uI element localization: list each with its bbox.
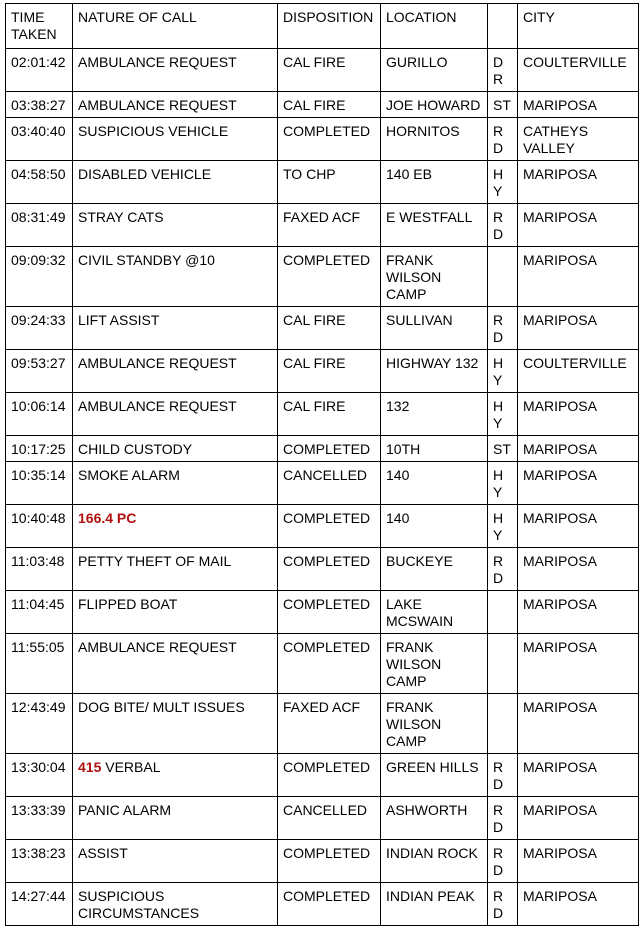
nature-text: AMBULANCE REQUEST <box>78 54 237 70</box>
header-row <box>6 4 639 49</box>
cell-suffix: RD <box>488 118 518 161</box>
cell-city: MARIPOSA <box>518 307 639 350</box>
cell-suffix: RD <box>488 883 518 926</box>
cell-nature <box>73 462 278 505</box>
cell-city: MARIPOSA <box>518 883 639 926</box>
cell-city: MARIPOSA <box>518 548 639 591</box>
nature-text: STRAY CATS <box>78 209 164 225</box>
cell-disposition: TO CHP <box>278 161 381 204</box>
table-row <box>6 840 639 883</box>
cell-city: MARIPOSA <box>518 840 639 883</box>
cell-time: 09:24:33 <box>6 307 73 350</box>
cell-time: 11:55:05 <box>6 634 73 694</box>
cell-disposition: FAXED ACF <box>278 204 381 247</box>
cell-location: SULLIVAN <box>381 307 488 350</box>
cell-suffix: RD <box>488 307 518 350</box>
cell-suffix: RD <box>488 754 518 797</box>
cell-time: 10:40:48 <box>6 505 73 548</box>
cell-disposition: CAL FIRE <box>278 307 381 350</box>
cell-time: 13:33:39 <box>6 797 73 840</box>
cell-nature <box>73 505 278 548</box>
table-row <box>6 350 639 393</box>
cell-nature <box>73 307 278 350</box>
nature-text: PETTY THEFT OF MAIL <box>78 553 232 569</box>
nature-text: FLIPPED BOAT <box>78 596 178 612</box>
cell-time: 10:17:25 <box>6 436 73 462</box>
cell-nature <box>73 393 278 436</box>
cell-suffix <box>488 591 518 634</box>
header-location: LOCATION <box>381 4 488 49</box>
cell-time: 12:43:49 <box>6 694 73 754</box>
nature-text: AMBULANCE REQUEST <box>78 398 237 414</box>
nature-text: AMBULANCE REQUEST <box>78 639 237 655</box>
cell-nature <box>73 840 278 883</box>
cell-location: GREEN HILLS <box>381 754 488 797</box>
cell-nature <box>73 161 278 204</box>
cell-disposition: COMPLETED <box>278 436 381 462</box>
cell-city: MARIPOSA <box>518 247 639 307</box>
cell-nature <box>73 204 278 247</box>
cell-disposition: CAL FIRE <box>278 92 381 118</box>
cell-disposition: COMPLETED <box>278 754 381 797</box>
cell-location: GURILLO <box>381 49 488 92</box>
call-log-container <box>5 3 639 926</box>
cell-time: 11:03:48 <box>6 548 73 591</box>
table-row <box>6 591 639 634</box>
cell-nature <box>73 754 278 797</box>
cell-suffix: HY <box>488 350 518 393</box>
cell-suffix: HY <box>488 505 518 548</box>
cell-city: MARIPOSA <box>518 462 639 505</box>
cell-nature <box>73 49 278 92</box>
cell-location: E WESTFALL <box>381 204 488 247</box>
cell-location: LAKE MCSWAIN <box>381 591 488 634</box>
penal-code: 415 <box>78 759 102 775</box>
cell-city: MARIPOSA <box>518 591 639 634</box>
cell-nature <box>73 118 278 161</box>
cell-suffix: ST <box>488 436 518 462</box>
cell-time: 10:06:14 <box>6 393 73 436</box>
cell-location: 140 <box>381 505 488 548</box>
header-disposition: DISPOSITION <box>278 4 381 49</box>
nature-text: CHILD CUSTODY <box>78 441 193 457</box>
nature-text: AMBULANCE REQUEST <box>78 355 237 371</box>
table-row <box>6 634 639 694</box>
call-log-table <box>5 3 639 926</box>
cell-time: 03:40:40 <box>6 118 73 161</box>
cell-suffix: HY <box>488 161 518 204</box>
cell-disposition: CANCELLED <box>278 797 381 840</box>
table-row <box>6 393 639 436</box>
cell-location: INDIAN ROCK <box>381 840 488 883</box>
cell-location: 140 EB <box>381 161 488 204</box>
cell-city: MARIPOSA <box>518 204 639 247</box>
cell-city: MARIPOSA <box>518 634 639 694</box>
cell-time: 03:38:27 <box>6 92 73 118</box>
nature-text: CIVIL STANDBY @10 <box>78 252 215 268</box>
cell-city: CATHEYS VALLEY <box>518 118 639 161</box>
table-row <box>6 505 639 548</box>
cell-nature <box>73 883 278 926</box>
cell-time: 02:01:42 <box>6 49 73 92</box>
cell-disposition: FAXED ACF <box>278 694 381 754</box>
cell-disposition: COMPLETED <box>278 591 381 634</box>
cell-nature <box>73 350 278 393</box>
cell-location: BUCKEYE <box>381 548 488 591</box>
cell-suffix: DR <box>488 49 518 92</box>
cell-nature <box>73 548 278 591</box>
table-row <box>6 436 639 462</box>
cell-suffix <box>488 634 518 694</box>
cell-suffix <box>488 247 518 307</box>
table-row <box>6 883 639 926</box>
cell-time: 14:27:44 <box>6 883 73 926</box>
penal-code: 166.4 PC <box>78 510 137 526</box>
cell-disposition: CANCELLED <box>278 462 381 505</box>
cell-time: 08:31:49 <box>6 204 73 247</box>
table-row <box>6 49 639 92</box>
nature-text: DOG BITE/ MULT ISSUES <box>78 699 245 715</box>
cell-disposition: CAL FIRE <box>278 49 381 92</box>
header-time: TIME TAKEN <box>6 4 73 49</box>
cell-city: MARIPOSA <box>518 393 639 436</box>
cell-nature <box>73 436 278 462</box>
cell-location: HIGHWAY 132 <box>381 350 488 393</box>
table-row <box>6 161 639 204</box>
nature-text: SUSPICIOUS CIRCUMSTANCES <box>78 888 200 921</box>
cell-nature <box>73 591 278 634</box>
cell-suffix: RD <box>488 204 518 247</box>
cell-disposition: COMPLETED <box>278 634 381 694</box>
nature-text: SMOKE ALARM <box>78 467 180 483</box>
table-row <box>6 118 639 161</box>
cell-disposition: COMPLETED <box>278 118 381 161</box>
cell-suffix: ST <box>488 92 518 118</box>
header-nature: NATURE OF CALL <box>73 4 278 49</box>
cell-location: FRANK WILSON CAMP <box>381 694 488 754</box>
cell-nature <box>73 634 278 694</box>
table-row <box>6 797 639 840</box>
cell-suffix: HY <box>488 462 518 505</box>
cell-disposition: CAL FIRE <box>278 393 381 436</box>
cell-disposition: COMPLETED <box>278 840 381 883</box>
cell-nature <box>73 92 278 118</box>
cell-suffix: RD <box>488 548 518 591</box>
cell-time: 04:58:50 <box>6 161 73 204</box>
cell-city: COULTERVILLE <box>518 350 639 393</box>
cell-location: ASHWORTH <box>381 797 488 840</box>
table-row <box>6 754 639 797</box>
table-row <box>6 307 639 350</box>
header-city: CITY <box>518 4 639 49</box>
table-row <box>6 204 639 247</box>
cell-suffix: HY <box>488 393 518 436</box>
nature-text: VERBAL <box>101 759 161 775</box>
nature-text: ASSIST <box>78 845 128 861</box>
cell-suffix <box>488 694 518 754</box>
cell-city: MARIPOSA <box>518 694 639 754</box>
header-suffix <box>488 4 518 49</box>
nature-text: AMBULANCE REQUEST <box>78 97 237 113</box>
cell-disposition: CAL FIRE <box>278 350 381 393</box>
cell-time: 11:04:45 <box>6 591 73 634</box>
nature-text: SUSPICIOUS VEHICLE <box>78 123 229 139</box>
cell-city: MARIPOSA <box>518 754 639 797</box>
cell-location: INDIAN PEAK <box>381 883 488 926</box>
cell-disposition: COMPLETED <box>278 883 381 926</box>
cell-nature <box>73 797 278 840</box>
cell-time: 09:09:32 <box>6 247 73 307</box>
table-row <box>6 462 639 505</box>
cell-time: 13:38:23 <box>6 840 73 883</box>
cell-city: MARIPOSA <box>518 436 639 462</box>
cell-city: MARIPOSA <box>518 505 639 548</box>
cell-time: 10:35:14 <box>6 462 73 505</box>
cell-location: FRANK WILSON CAMP <box>381 634 488 694</box>
cell-city: COULTERVILLE <box>518 49 639 92</box>
table-row <box>6 247 639 307</box>
cell-location: FRANK WILSON CAMP <box>381 247 488 307</box>
cell-nature <box>73 247 278 307</box>
cell-disposition: COMPLETED <box>278 247 381 307</box>
nature-text: DISABLED VEHICLE <box>78 166 212 182</box>
cell-location: 132 <box>381 393 488 436</box>
table-row <box>6 694 639 754</box>
nature-text: LIFT ASSIST <box>78 312 160 328</box>
nature-text: PANIC ALARM <box>78 802 172 818</box>
cell-city: MARIPOSA <box>518 797 639 840</box>
cell-city: MARIPOSA <box>518 161 639 204</box>
cell-time: 09:53:27 <box>6 350 73 393</box>
cell-location: 140 <box>381 462 488 505</box>
cell-suffix: RD <box>488 797 518 840</box>
cell-city: MARIPOSA <box>518 92 639 118</box>
cell-nature <box>73 694 278 754</box>
table-row <box>6 548 639 591</box>
cell-location: 10TH <box>381 436 488 462</box>
table-row <box>6 92 639 118</box>
cell-location: JOE HOWARD <box>381 92 488 118</box>
cell-location: HORNITOS <box>381 118 488 161</box>
cell-time: 13:30:04 <box>6 754 73 797</box>
cell-disposition: COMPLETED <box>278 505 381 548</box>
cell-disposition: COMPLETED <box>278 548 381 591</box>
cell-suffix: RD <box>488 840 518 883</box>
